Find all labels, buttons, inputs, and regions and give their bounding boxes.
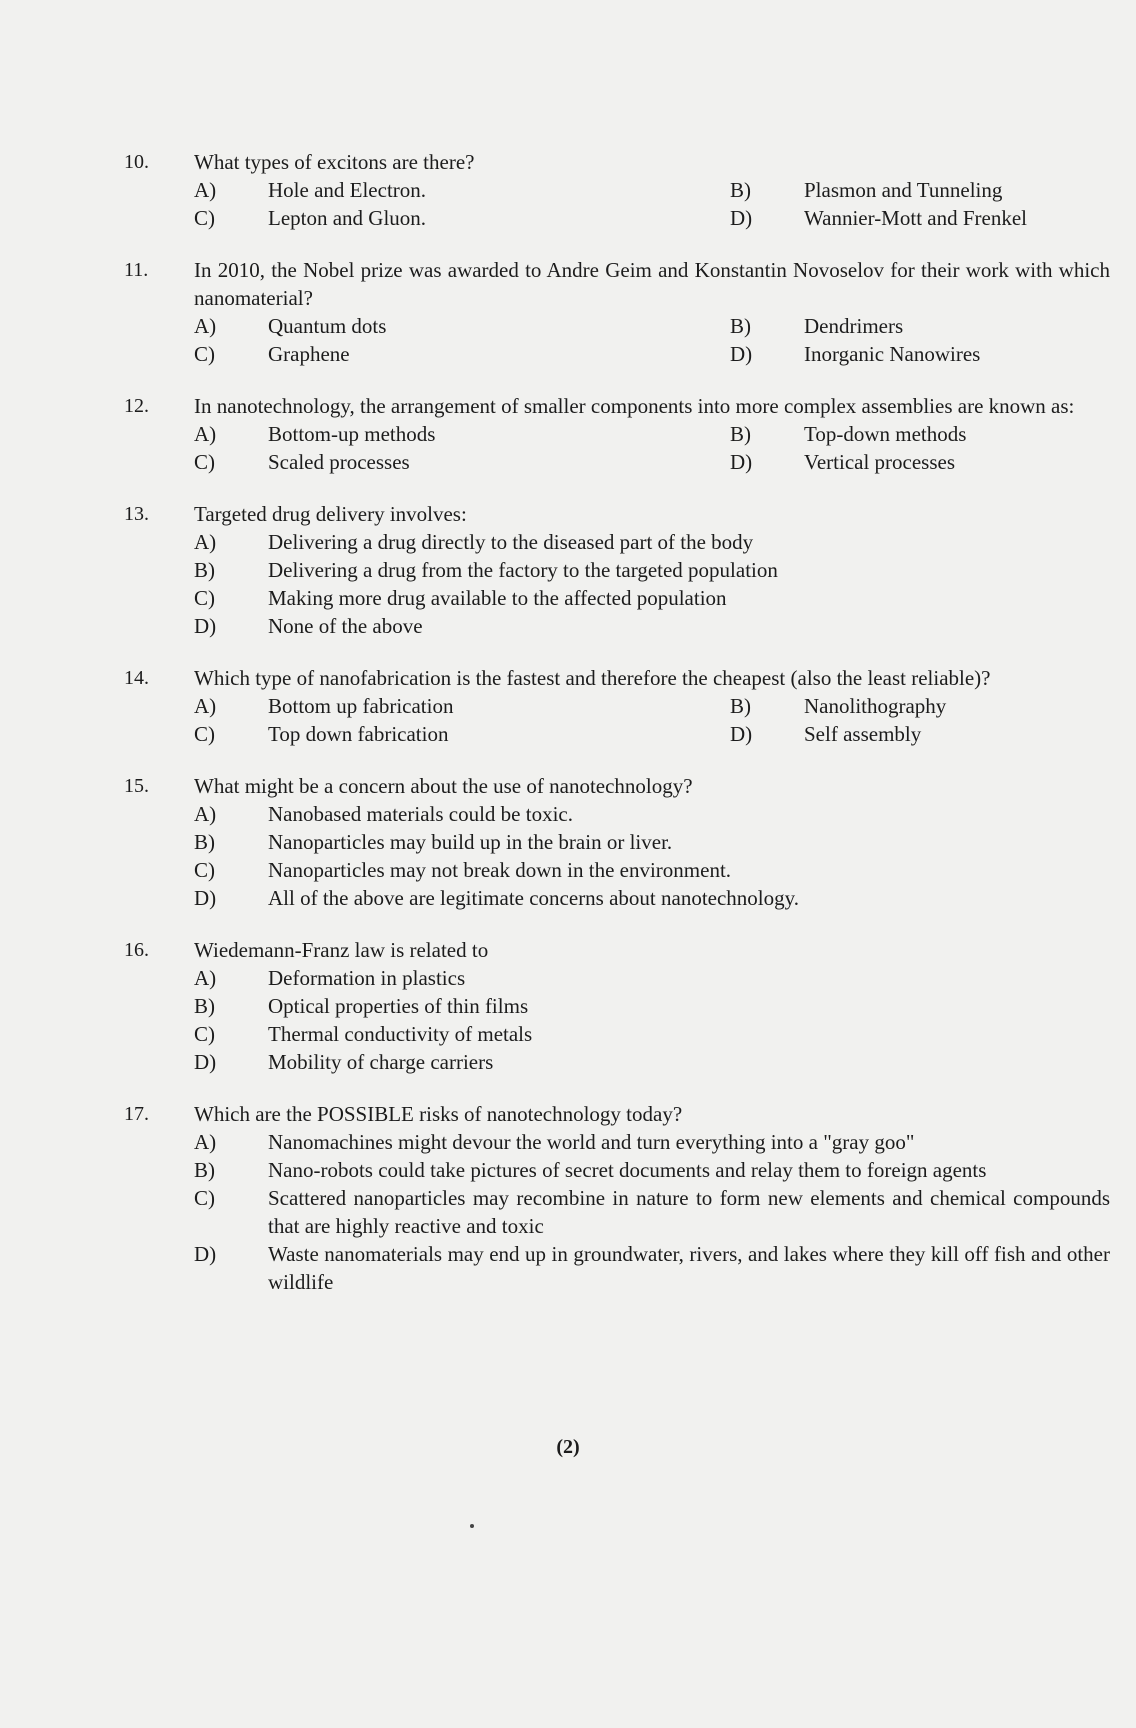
answer-option xyxy=(194,584,1110,612)
question-number: 13. xyxy=(124,503,149,525)
answer-option xyxy=(730,340,1110,368)
question-text: Which are the POSSIBLE risks of nanotechnology today? xyxy=(194,1102,683,1126)
option-letter: A) xyxy=(194,530,217,554)
option-text: Dendrimers xyxy=(804,314,904,338)
option-text: Nanomachines might devour the world and turn everything into a "gray goo" xyxy=(268,1130,915,1154)
question-17 xyxy=(124,1100,1110,1296)
option-letter: D) xyxy=(730,206,753,230)
answer-option xyxy=(194,1020,1110,1048)
option-letter: B) xyxy=(730,314,751,338)
answer-option xyxy=(730,312,1110,340)
option-text: Making more drug available to the affected population xyxy=(268,586,727,610)
answer-option xyxy=(194,556,1110,584)
answer-option xyxy=(730,692,1110,720)
answer-options xyxy=(194,312,1110,368)
option-text: Nanoparticles may build up in the brain or liver. xyxy=(268,830,673,854)
ink-speck xyxy=(470,1524,474,1528)
answer-options xyxy=(194,800,1110,912)
question-number: 16. xyxy=(124,939,149,961)
option-text: Hole and Electron. xyxy=(268,178,427,202)
option-text: Scaled processes xyxy=(268,450,410,474)
option-letter: B) xyxy=(194,1158,215,1182)
answer-option xyxy=(194,1128,1110,1156)
option-text: Bottom-up methods xyxy=(268,422,436,446)
question-14 xyxy=(124,664,1110,748)
option-letter: D) xyxy=(194,886,217,910)
option-letter: B) xyxy=(194,558,215,582)
answer-options xyxy=(194,528,1110,640)
option-text: Delivering a drug from the factory to the targeted population xyxy=(268,558,778,582)
question-text: What might be a concern about the use of nanotechnology? xyxy=(194,774,693,798)
question-text: In 2010, the Nobel prize was awarded to Andre Geim and Konstantin Novoselov for their work with which nanomaterial? xyxy=(194,258,1110,310)
answer-option xyxy=(194,528,1110,556)
answer-option xyxy=(730,204,1110,232)
answer-option xyxy=(730,420,1110,448)
page-number: (2) xyxy=(556,1436,580,1458)
answer-option xyxy=(194,692,730,720)
option-text: Optical properties of thin films xyxy=(268,994,529,1018)
option-text: Scattered nanoparticles may recombine in nature to form new elements and chemical compounds that are highly reactive and toxic xyxy=(268,1186,1110,1238)
option-text: Quantum dots xyxy=(268,314,387,338)
answer-options xyxy=(194,1128,1110,1296)
answer-option xyxy=(194,204,730,232)
answer-option xyxy=(194,720,730,748)
answer-options xyxy=(194,964,1110,1076)
option-letter: A) xyxy=(194,694,217,718)
answer-option xyxy=(194,800,1110,828)
option-letter: A) xyxy=(194,178,217,202)
option-letter: A) xyxy=(194,802,217,826)
option-text: Inorganic Nanowires xyxy=(804,342,981,366)
option-text: Bottom up fabrication xyxy=(268,694,454,718)
option-letter: A) xyxy=(194,966,217,990)
option-letter: C) xyxy=(194,206,215,230)
answer-option xyxy=(194,176,730,204)
option-text: Deformation in plastics xyxy=(268,966,466,990)
question-text: In nanotechnology, the arrangement of smaller components into more complex assemblies are known as: xyxy=(194,394,1075,418)
answer-option xyxy=(730,448,1110,476)
answer-option xyxy=(194,1184,1110,1240)
question-16 xyxy=(124,936,1110,1076)
option-letter: B) xyxy=(194,994,215,1018)
option-text: Nanolithography xyxy=(804,694,947,718)
question-list xyxy=(124,148,1110,1320)
answer-option xyxy=(194,312,730,340)
option-text: Delivering a drug directly to the diseased part of the body xyxy=(268,530,754,554)
question-stem xyxy=(124,256,1110,312)
option-text: Plasmon and Tunneling xyxy=(804,178,1003,202)
option-text: Top-down methods xyxy=(804,422,967,446)
option-letter: C) xyxy=(194,722,215,746)
question-stem xyxy=(124,392,1110,420)
option-text: Nanoparticles may not break down in the environment. xyxy=(268,858,732,882)
answer-option xyxy=(194,992,1110,1020)
answer-option xyxy=(194,448,730,476)
option-text: Lepton and Gluon. xyxy=(268,206,427,230)
answer-options xyxy=(194,692,1110,748)
option-letter: B) xyxy=(730,694,751,718)
question-15 xyxy=(124,772,1110,912)
option-text: Wannier-Mott and Frenkel xyxy=(804,206,1027,230)
option-text: Nano-robots could take pictures of secret documents and relay them to foreign agents xyxy=(268,1158,987,1182)
option-letter: D) xyxy=(730,450,753,474)
question-number: 11. xyxy=(124,259,149,281)
question-stem xyxy=(124,500,1110,528)
question-number: 15. xyxy=(124,775,149,797)
question-stem xyxy=(124,1100,1110,1128)
option-text: Self assembly xyxy=(804,722,922,746)
answer-option xyxy=(194,828,1110,856)
option-letter: D) xyxy=(730,722,753,746)
question-text: Which type of nanofabrication is the fastest and therefore the cheapest (also the least reliable)? xyxy=(194,666,991,690)
option-letter: C) xyxy=(194,858,215,882)
option-letter: D) xyxy=(730,342,753,366)
option-letter: D) xyxy=(194,614,217,638)
answer-option xyxy=(194,1156,1110,1184)
option-letter: D) xyxy=(194,1242,217,1266)
question-stem xyxy=(124,936,1110,964)
answer-options xyxy=(194,420,1110,476)
answer-option xyxy=(730,720,1110,748)
option-letter: B) xyxy=(730,422,751,446)
question-text: Targeted drug delivery involves: xyxy=(194,502,467,526)
option-letter: A) xyxy=(194,314,217,338)
answer-options xyxy=(194,176,1110,232)
option-letter: C) xyxy=(194,342,215,366)
question-text: Wiedemann-Franz law is related to xyxy=(194,938,489,962)
question-12 xyxy=(124,392,1110,476)
option-letter: C) xyxy=(194,1022,215,1046)
option-text: Graphene xyxy=(268,342,350,366)
option-text: None of the above xyxy=(268,614,423,638)
question-number: 14. xyxy=(124,667,149,689)
answer-option xyxy=(730,176,1110,204)
option-letter: C) xyxy=(194,450,215,474)
option-letter: B) xyxy=(194,830,215,854)
option-text: Nanobased materials could be toxic. xyxy=(268,802,573,826)
option-text: All of the above are legitimate concerns about nanotechnology. xyxy=(268,886,800,910)
question-text: What types of excitons are there? xyxy=(194,150,475,174)
question-stem xyxy=(124,664,1110,692)
question-10 xyxy=(124,148,1110,232)
option-letter: B) xyxy=(730,178,751,202)
question-number: 10. xyxy=(124,151,149,173)
question-13 xyxy=(124,500,1110,640)
question-stem xyxy=(124,772,1110,800)
answer-option xyxy=(194,612,1110,640)
question-number: 17. xyxy=(124,1103,149,1125)
option-letter: C) xyxy=(194,1186,215,1210)
answer-option xyxy=(194,340,730,368)
option-text: Top down fabrication xyxy=(268,722,449,746)
option-text: Thermal conductivity of metals xyxy=(268,1022,533,1046)
question-number: 12. xyxy=(124,395,149,417)
option-letter: C) xyxy=(194,586,215,610)
option-letter: A) xyxy=(194,422,217,446)
option-text: Waste nanomaterials may end up in groundwater, rivers, and lakes where they kill off fish and other wildlife xyxy=(268,1242,1110,1294)
question-stem xyxy=(124,148,1110,176)
option-text: Mobility of charge carriers xyxy=(268,1050,494,1074)
answer-option xyxy=(194,964,1110,992)
answer-option xyxy=(194,856,1110,884)
answer-option xyxy=(194,420,730,448)
answer-option xyxy=(194,884,1110,912)
option-letter: A) xyxy=(194,1130,217,1154)
option-letter: D) xyxy=(194,1050,217,1074)
answer-option xyxy=(194,1240,1110,1296)
question-11 xyxy=(124,256,1110,368)
option-text: Vertical processes xyxy=(804,450,956,474)
answer-option xyxy=(194,1048,1110,1076)
